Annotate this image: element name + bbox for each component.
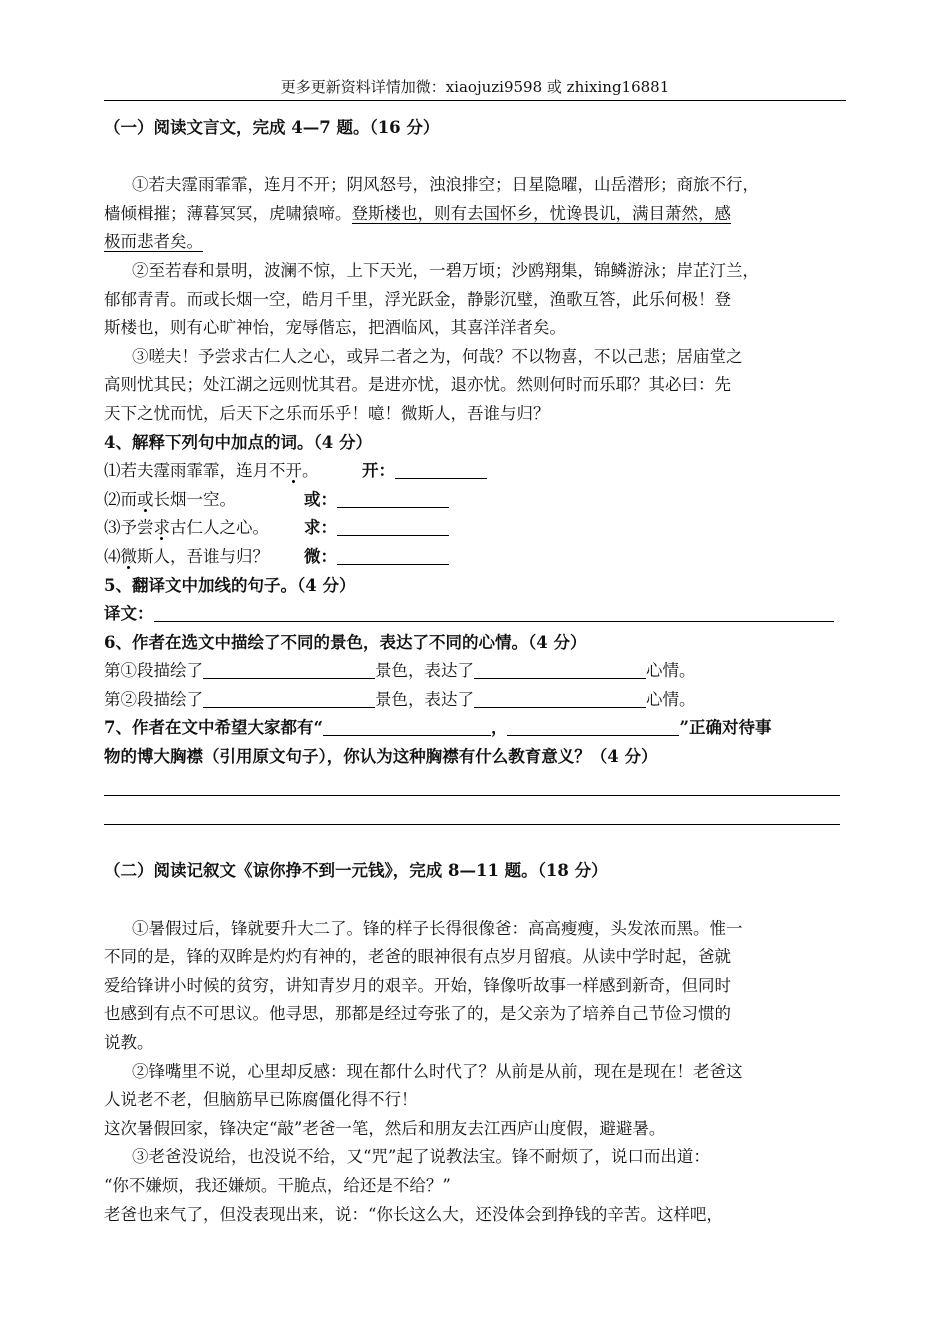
- q6-mood-blank[interactable]: [474, 660, 646, 679]
- q7-line2: 物的博大胸襟（引用原文句子），你认为这种胸襟有什么教育意义？（4 分）: [104, 747, 658, 767]
- s1-p1-line2: [104, 200, 846, 229]
- q4-term: 微：: [304, 546, 337, 566]
- q7-text: ”正确对待事: [679, 718, 772, 738]
- s1-p1-line3: [104, 228, 846, 257]
- s2-p3-line1: ③老爸没说给，也没说不给，又“咒”起了说教法宝。锋不耐烦了，说口而出道：: [132, 1147, 710, 1167]
- q5-title: 5、翻译文中加线的句子。（4 分）: [104, 575, 356, 595]
- q4-items: [104, 457, 846, 571]
- q6-mid-text: 景色，表达了: [375, 689, 474, 709]
- q4-item-text: ⑷: [104, 546, 121, 566]
- q6-scenery-blank[interactable]: [203, 689, 375, 708]
- q5-answer-row: [104, 600, 846, 629]
- s2-p1-line2: 不同的是，锋的双眸是灼灼有神的，老爸的眼神很有点岁月留痕。从读中学时起，爸就: [104, 947, 731, 967]
- s1-p1-line1: ①若夫霪雨霏霏，连月不开；阴风怒号，浊浪排空；日星隐曜，山岳潜形；商旅不行，: [132, 175, 759, 195]
- q4-item-2: [104, 486, 846, 515]
- q4-dotted-word: 求: [153, 518, 170, 538]
- q4-item-text: 长烟一空。: [153, 489, 236, 509]
- s2-p1-line4: 也感到有点不可思议。他寻思，那都是经过夸张了的，是父亲为了培养自己节俭习惯的: [104, 1004, 731, 1024]
- q6-row-label: 第②段描绘了: [104, 689, 203, 709]
- q7-answer-line-2[interactable]: [104, 800, 846, 829]
- q7-quote-blank-1[interactable]: [323, 717, 491, 736]
- s2-p3-line2: “你不嫌烦，我还嫌烦。干脆点，给还是不给？”: [104, 1175, 451, 1195]
- q4-item-text: 斯人，吾谁与归？: [137, 546, 269, 566]
- s2-p2-line2: 人说老不老，但脑筋早已陈腐僵化得不行！: [104, 1090, 418, 1110]
- s2-p2-line1: ②锋嘴里不说，心里却反感：现在都什么时代了？从前是从前，现在是现在！老爸这: [132, 1061, 743, 1081]
- q5-label: 译文：: [104, 604, 154, 624]
- s1-p3-line1: ③嗟夫！予尝求古仁人之心，或异二者之为，何哉？不以物喜，不以己悲；居庙堂之: [132, 346, 743, 366]
- q4-title: 4、解释下列句中加点的词。（4 分）: [104, 432, 372, 452]
- q4-answer-blank[interactable]: [337, 517, 449, 536]
- s1-p2-line2: 郁郁青青。而或长烟一空，皓月千里，浮光跃金，静影沉璧，渔歌互答，此乐何极！登: [104, 289, 731, 309]
- q4-dotted-word: 微: [120, 546, 137, 566]
- q4-term: 开：: [362, 461, 395, 481]
- q6-end-text: 心情。: [646, 689, 696, 709]
- header-text: 更多更新资料详情加微：xiaojuzi9598 或 zhixing16881: [280, 78, 670, 96]
- q4-item-text: 。: [302, 461, 319, 481]
- s1-p3-line2: 高则忧其民；处江湖之远则忧其君。是进亦忧，退亦忧。然则何时而乐耶？其必曰：先: [104, 375, 731, 395]
- q6-title: 6、作者在选文中描绘了不同的景色，表达了不同的心情。（4 分）: [104, 632, 587, 652]
- header-divider: [104, 100, 846, 101]
- q4-item-3: [104, 514, 846, 543]
- q4-item-text: ⑵而: [104, 489, 137, 509]
- q7-comma: ，: [490, 718, 508, 738]
- s1-p2-line1: ②至若春和景明，波澜不惊，上下天光，一碧万顷；沙鸥翔集，锦鳞游泳；岸芷汀兰，: [132, 260, 759, 280]
- s2-p1-line1: ①暑假过后，锋就要升大二了。锋的样子长得很像爸：高高瘦瘦，头发浓而黑。惟一: [132, 918, 743, 938]
- q6-scenery-blank[interactable]: [203, 660, 375, 679]
- q5-answer-blank[interactable]: [154, 603, 834, 622]
- section1-title: （一）阅读文言文，完成 4—7 题。（16 分）: [104, 118, 440, 137]
- s2-p1-line3: 爱给锋讲小时候的贫穷，讲知青岁月的艰辛。开始，锋像听故事一样感到新奇，但同时: [104, 975, 731, 995]
- q7-line1: [104, 714, 846, 743]
- s1-p2-line3: 斯楼也，则有心旷神怡，宠辱偕忘，把酒临风，其喜洋洋者矣。: [104, 318, 566, 338]
- s2-p2-line3: 这次暑假回家，锋决定“敲”老爸一笔，然后和朋友去江西庐山度假，避避暑。: [104, 1118, 666, 1138]
- s2-p1-line5: 说教。: [104, 1033, 154, 1052]
- document-body: [104, 114, 846, 1229]
- q6-mood-blank[interactable]: [474, 689, 646, 708]
- q6-row-label: 第①段描绘了: [104, 661, 203, 681]
- q4-item-text: ⑴若夫霪雨霏霏，连月不: [104, 461, 286, 481]
- q4-dotted-word: 开: [285, 461, 302, 481]
- q7-answer-line-1[interactable]: [104, 772, 846, 801]
- section2-title: （二）阅读记叙文《谅你挣不到一元钱》，完成 8—11 题。（18 分）: [104, 861, 608, 881]
- q4-answer-blank[interactable]: [337, 489, 449, 508]
- q7-quote-blank-2[interactable]: [507, 717, 679, 736]
- q4-dotted-word: 或: [137, 489, 154, 509]
- s2-p3-line3: 老爸也来气了，但没表现出来，说：“你长这么大，还没体会到挣钱的辛苦。这样吧，: [104, 1204, 723, 1224]
- q4-item-4: [104, 543, 846, 572]
- q6-end-text: 心情。: [646, 661, 696, 681]
- spacer: [104, 143, 846, 172]
- spacer: [104, 886, 846, 915]
- q6-mid-text: 景色，表达了: [375, 661, 474, 681]
- q4-answer-blank[interactable]: [395, 460, 487, 479]
- q4-item-text: ⑶予尝: [104, 518, 154, 538]
- s1-p3-line3: 天下之忧而忧，后天下之乐而乐乎！噫！微斯人，吾谁与归？: [104, 403, 550, 423]
- q7-text: 7、作者在文中希望大家都有“: [104, 718, 323, 738]
- s1-p1-underlined-end: 极而悲者矣。: [104, 232, 203, 252]
- spacer: [104, 829, 846, 858]
- q6-row-2: [104, 686, 846, 715]
- q4-item-1: [104, 457, 846, 486]
- page-header: [104, 76, 846, 98]
- s1-p1-underlined-sentence: 登斯楼也，则有去国怀乡，忧谗畏讥，满目萧然，感: [351, 203, 731, 223]
- s1-p1-plain: 樯倾楫摧；薄暮冥冥，虎啸猿啼。: [104, 203, 352, 223]
- q4-term: 或：: [304, 489, 337, 509]
- q4-term: 求：: [304, 518, 337, 538]
- q4-item-text: 古仁人之心。: [170, 518, 269, 538]
- q6-row-1: [104, 657, 846, 686]
- q4-answer-blank[interactable]: [337, 546, 449, 565]
